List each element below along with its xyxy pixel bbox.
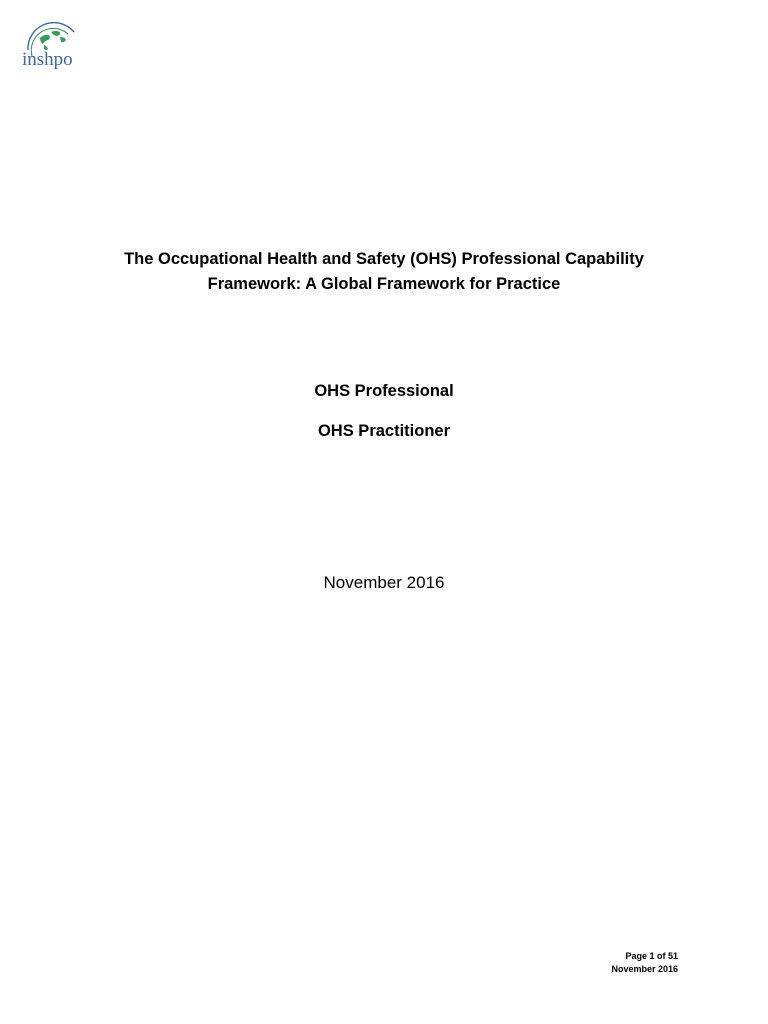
page-number: Page 1 of 51 <box>625 951 678 961</box>
document-title <box>60 247 708 297</box>
logo-text: inshpo <box>22 49 73 70</box>
title-line-1: The Occupational Health and Safety (OHS) Professional Capability <box>124 250 644 268</box>
role-professional: OHS Professional <box>314 382 454 400</box>
footer-date: November 2016 <box>611 964 678 974</box>
title-line-2: Framework: A Global Framework for Practice <box>207 275 561 293</box>
role-practitioner: OHS Practitioner <box>317 422 451 440</box>
document-date: November 2016 <box>323 573 445 592</box>
inshpo-logo <box>18 20 90 80</box>
page-footer <box>611 950 678 976</box>
